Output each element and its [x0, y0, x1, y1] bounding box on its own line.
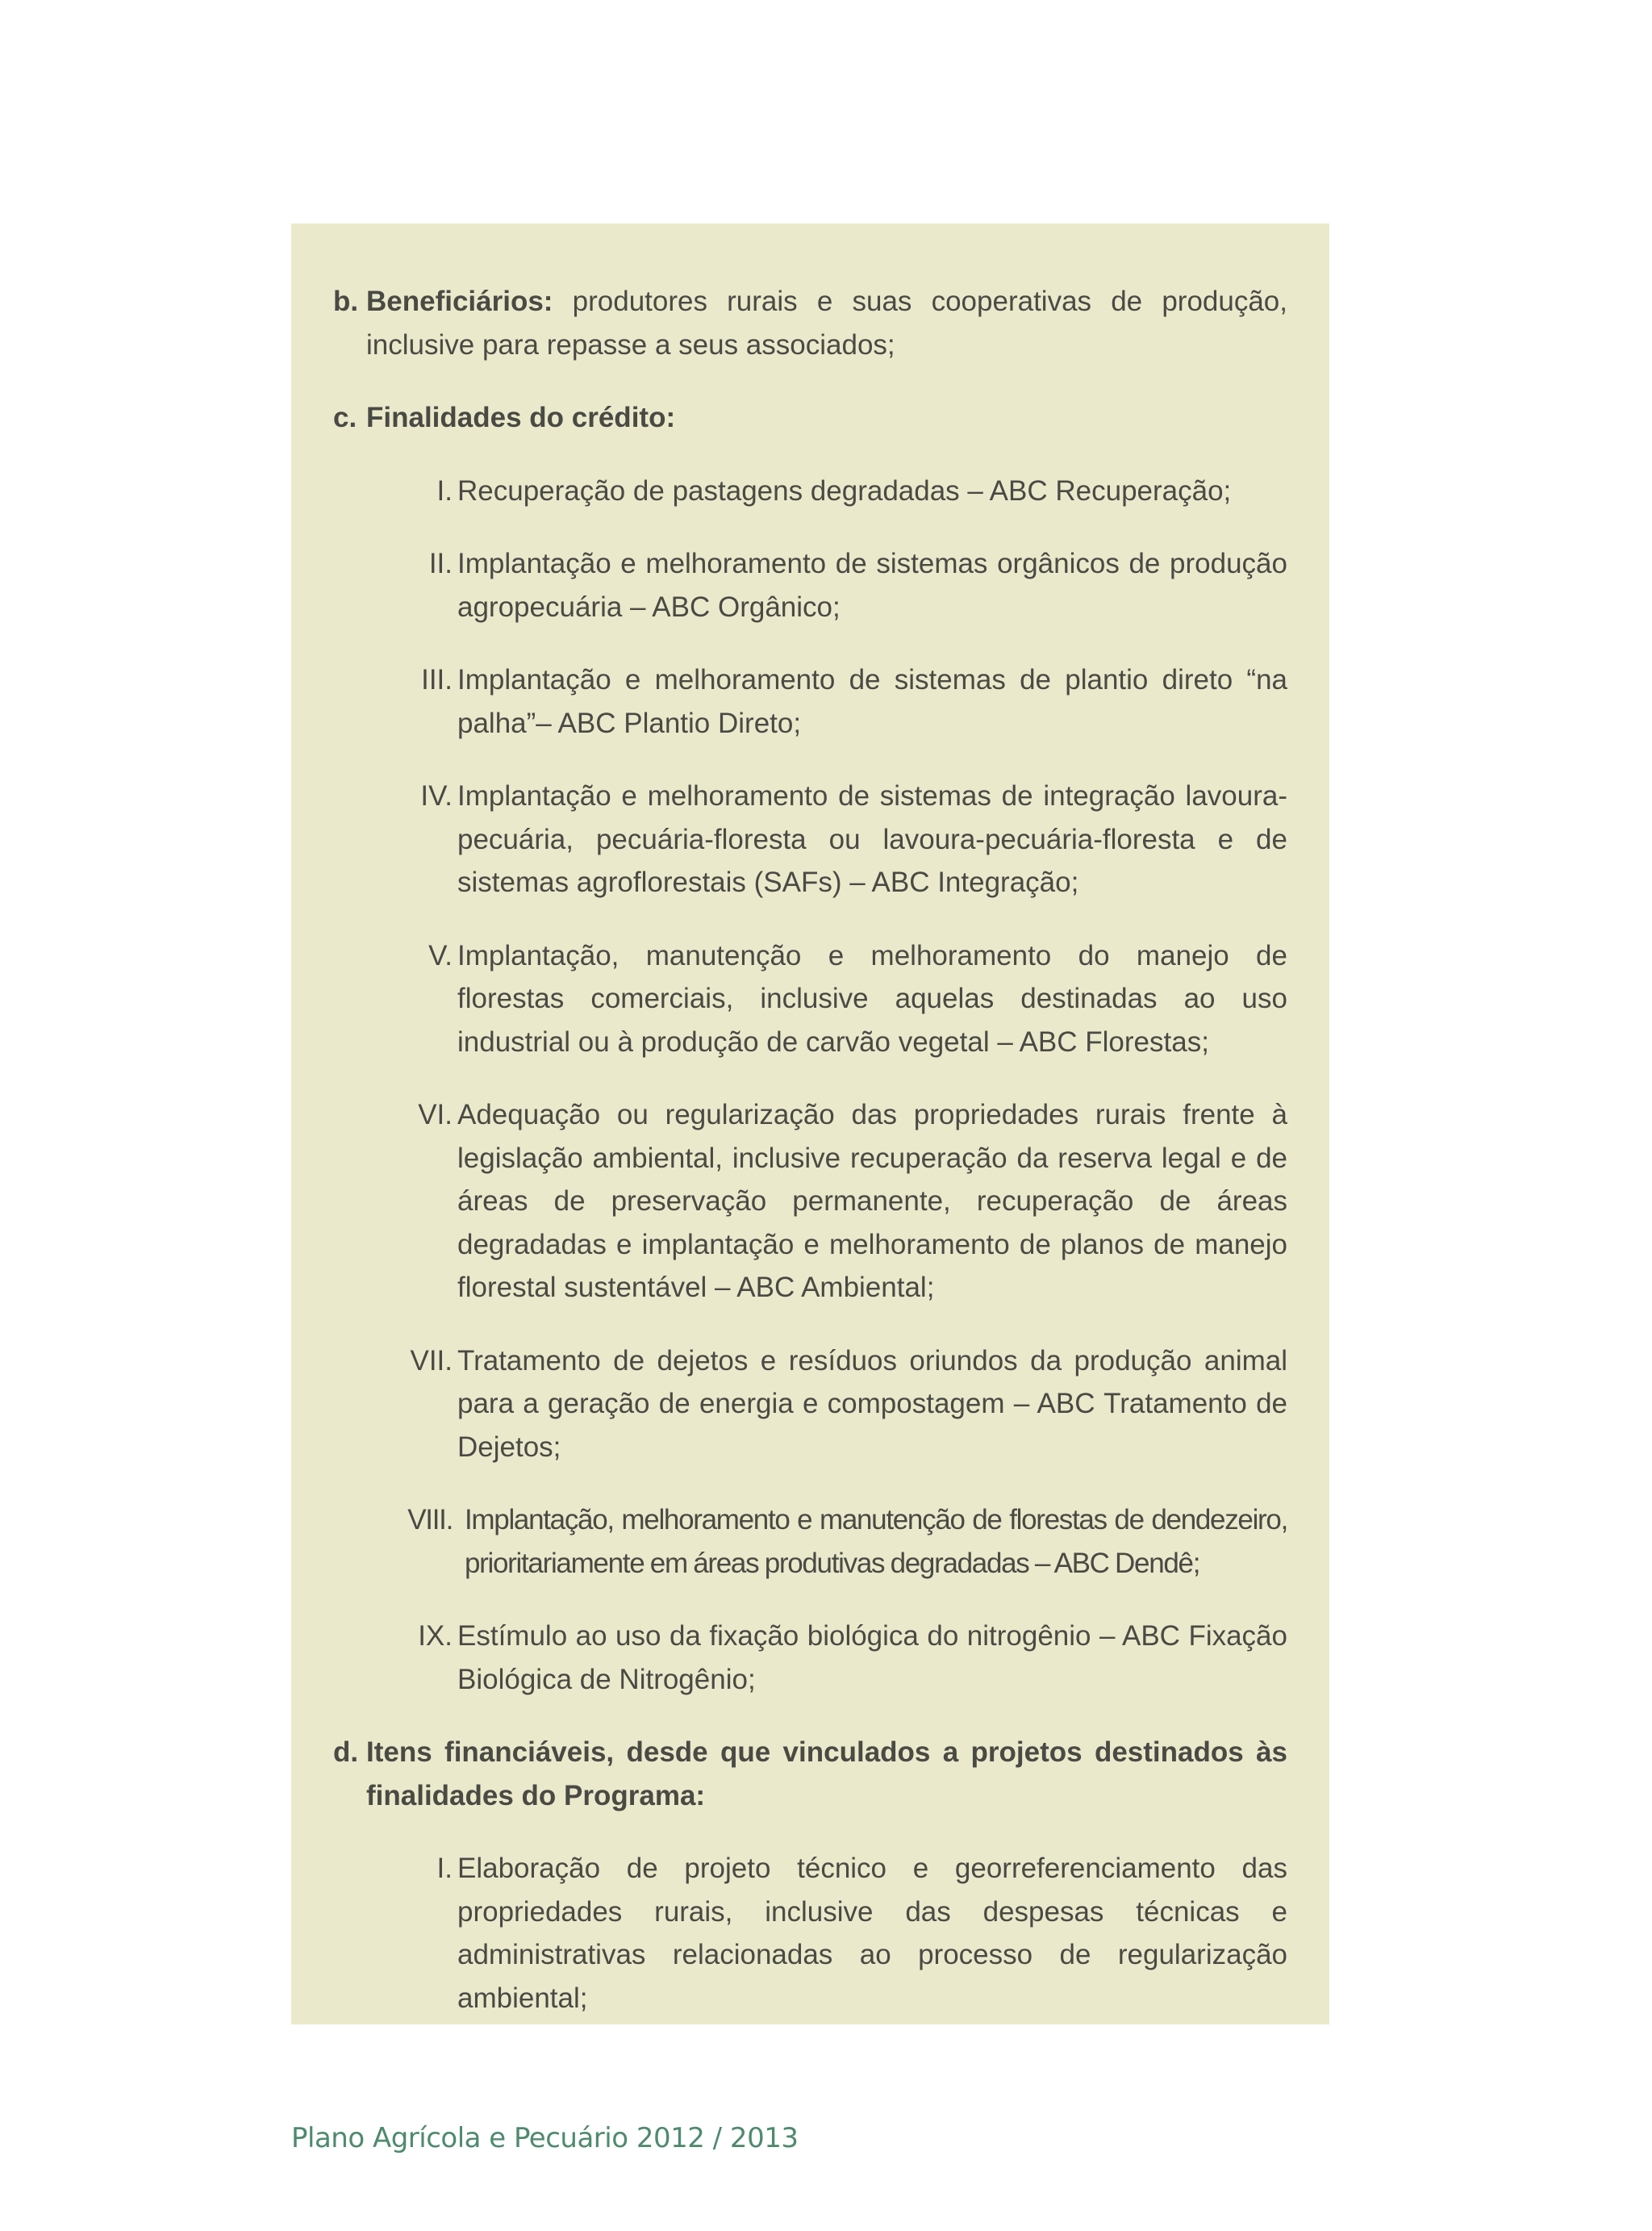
section-d [333, 1731, 1287, 1817]
list-item [333, 1093, 1287, 1310]
list-item-text: Implantação, manutenção e melhoramento do manejo de florestas comerciais, inclusive aquelas destinadas ao uso industrial ou à produção de carvão vegetal – ABC Florestas; [457, 939, 1287, 1058]
list-item-number: II. [428, 548, 453, 579]
section-d-list [333, 1847, 1287, 2020]
list-item-text: Elaboração de projeto técnico e georreferenciamento das propriedades rurais, inclusive das despesas técnicas e administrativas relacionadas ao processo de regularização ambiental; [457, 1853, 1287, 2014]
section-c-title: Finalidades do crédito: [366, 402, 676, 433]
list-item [333, 1615, 1287, 1701]
section-b-title: Beneficiários: [366, 286, 553, 317]
list-item [333, 1498, 1287, 1585]
list-item-number: IV. [420, 780, 453, 812]
list-item [333, 775, 1287, 905]
list-item-text: Tratamento de dejetos e resíduos oriundos da produção animal para a geração de energia e compostagem – ABC Tratamento de Dejetos; [457, 1344, 1287, 1463]
list-item-text: Implantação e melhoramento de sistemas orgânicos de produção agropecuária – ABC Orgânico; [457, 548, 1287, 623]
list-item-number: I. [436, 1853, 453, 1884]
list-item-text: Implantação e melhoramento de sistemas de integração lavoura-pecuária, pecuária-floresta ou lavoura-pecuária-floresta e de sistemas agroflorestais (SAFs) – ABC Integração; [457, 780, 1287, 898]
list-item-text: Implantação e melhoramento de sistemas de plantio direto “na palha”– ABC Plantio Direto; [457, 664, 1287, 739]
list-item [333, 934, 1287, 1064]
content-box [291, 224, 1329, 2024]
list-item-number: VII. [410, 1344, 453, 1377]
list-item [333, 470, 1287, 513]
list-item-number: VIII. [407, 1504, 453, 1535]
section-c-marker: c. [333, 402, 357, 433]
list-item [333, 1847, 1287, 2020]
list-item [333, 1339, 1287, 1469]
section-c-list [333, 470, 1287, 1702]
section-b-marker: b. [333, 286, 359, 317]
section-b [333, 280, 1287, 366]
list-item-text: Recuperação de pastagens degradadas – ABC Recuperação; [457, 474, 1232, 507]
list-item-text: Implantação, melhoramento e manutenção de florestas de dendezeiro, prioritariamente em áreas produtivas degradadas – ABC Dendê; [465, 1504, 1287, 1579]
list-item-number: I. [436, 474, 453, 507]
list-item-number: V. [428, 939, 453, 971]
list-item [333, 658, 1287, 745]
section-d-title: Itens financiáveis, desde que vinculados a projetos destinados às finalidades do Programa: [366, 1736, 1287, 1811]
list-item [333, 542, 1287, 629]
list-item-number: VI. [418, 1099, 453, 1130]
page-footer: Plano Agrícola e Pecuário 2012 / 2013 [291, 2122, 799, 2154]
section-b-text: produtores rurais e suas cooperativas de produção, inclusive para repasse a seus associados; [366, 286, 1287, 361]
list-item-number: IX. [418, 1620, 453, 1652]
list-item-number: III. [421, 664, 453, 696]
section-c [333, 396, 1287, 440]
section-d-marker: d. [333, 1736, 359, 1768]
list-item-text: Estímulo ao uso da fixação biológica do nitrogênio – ABC Fixação Biológica de Nitrogênio; [457, 1620, 1287, 1695]
list-item-text: Adequação ou regularização das propriedades rurais frente à legislação ambiental, inclusive recuperação da reserva legal e de áreas de preservação permanente, recuperação de áreas degradadas e implantação e melhoramento de planos de manejo florestal sustentável – ABC Ambiental; [457, 1099, 1287, 1303]
